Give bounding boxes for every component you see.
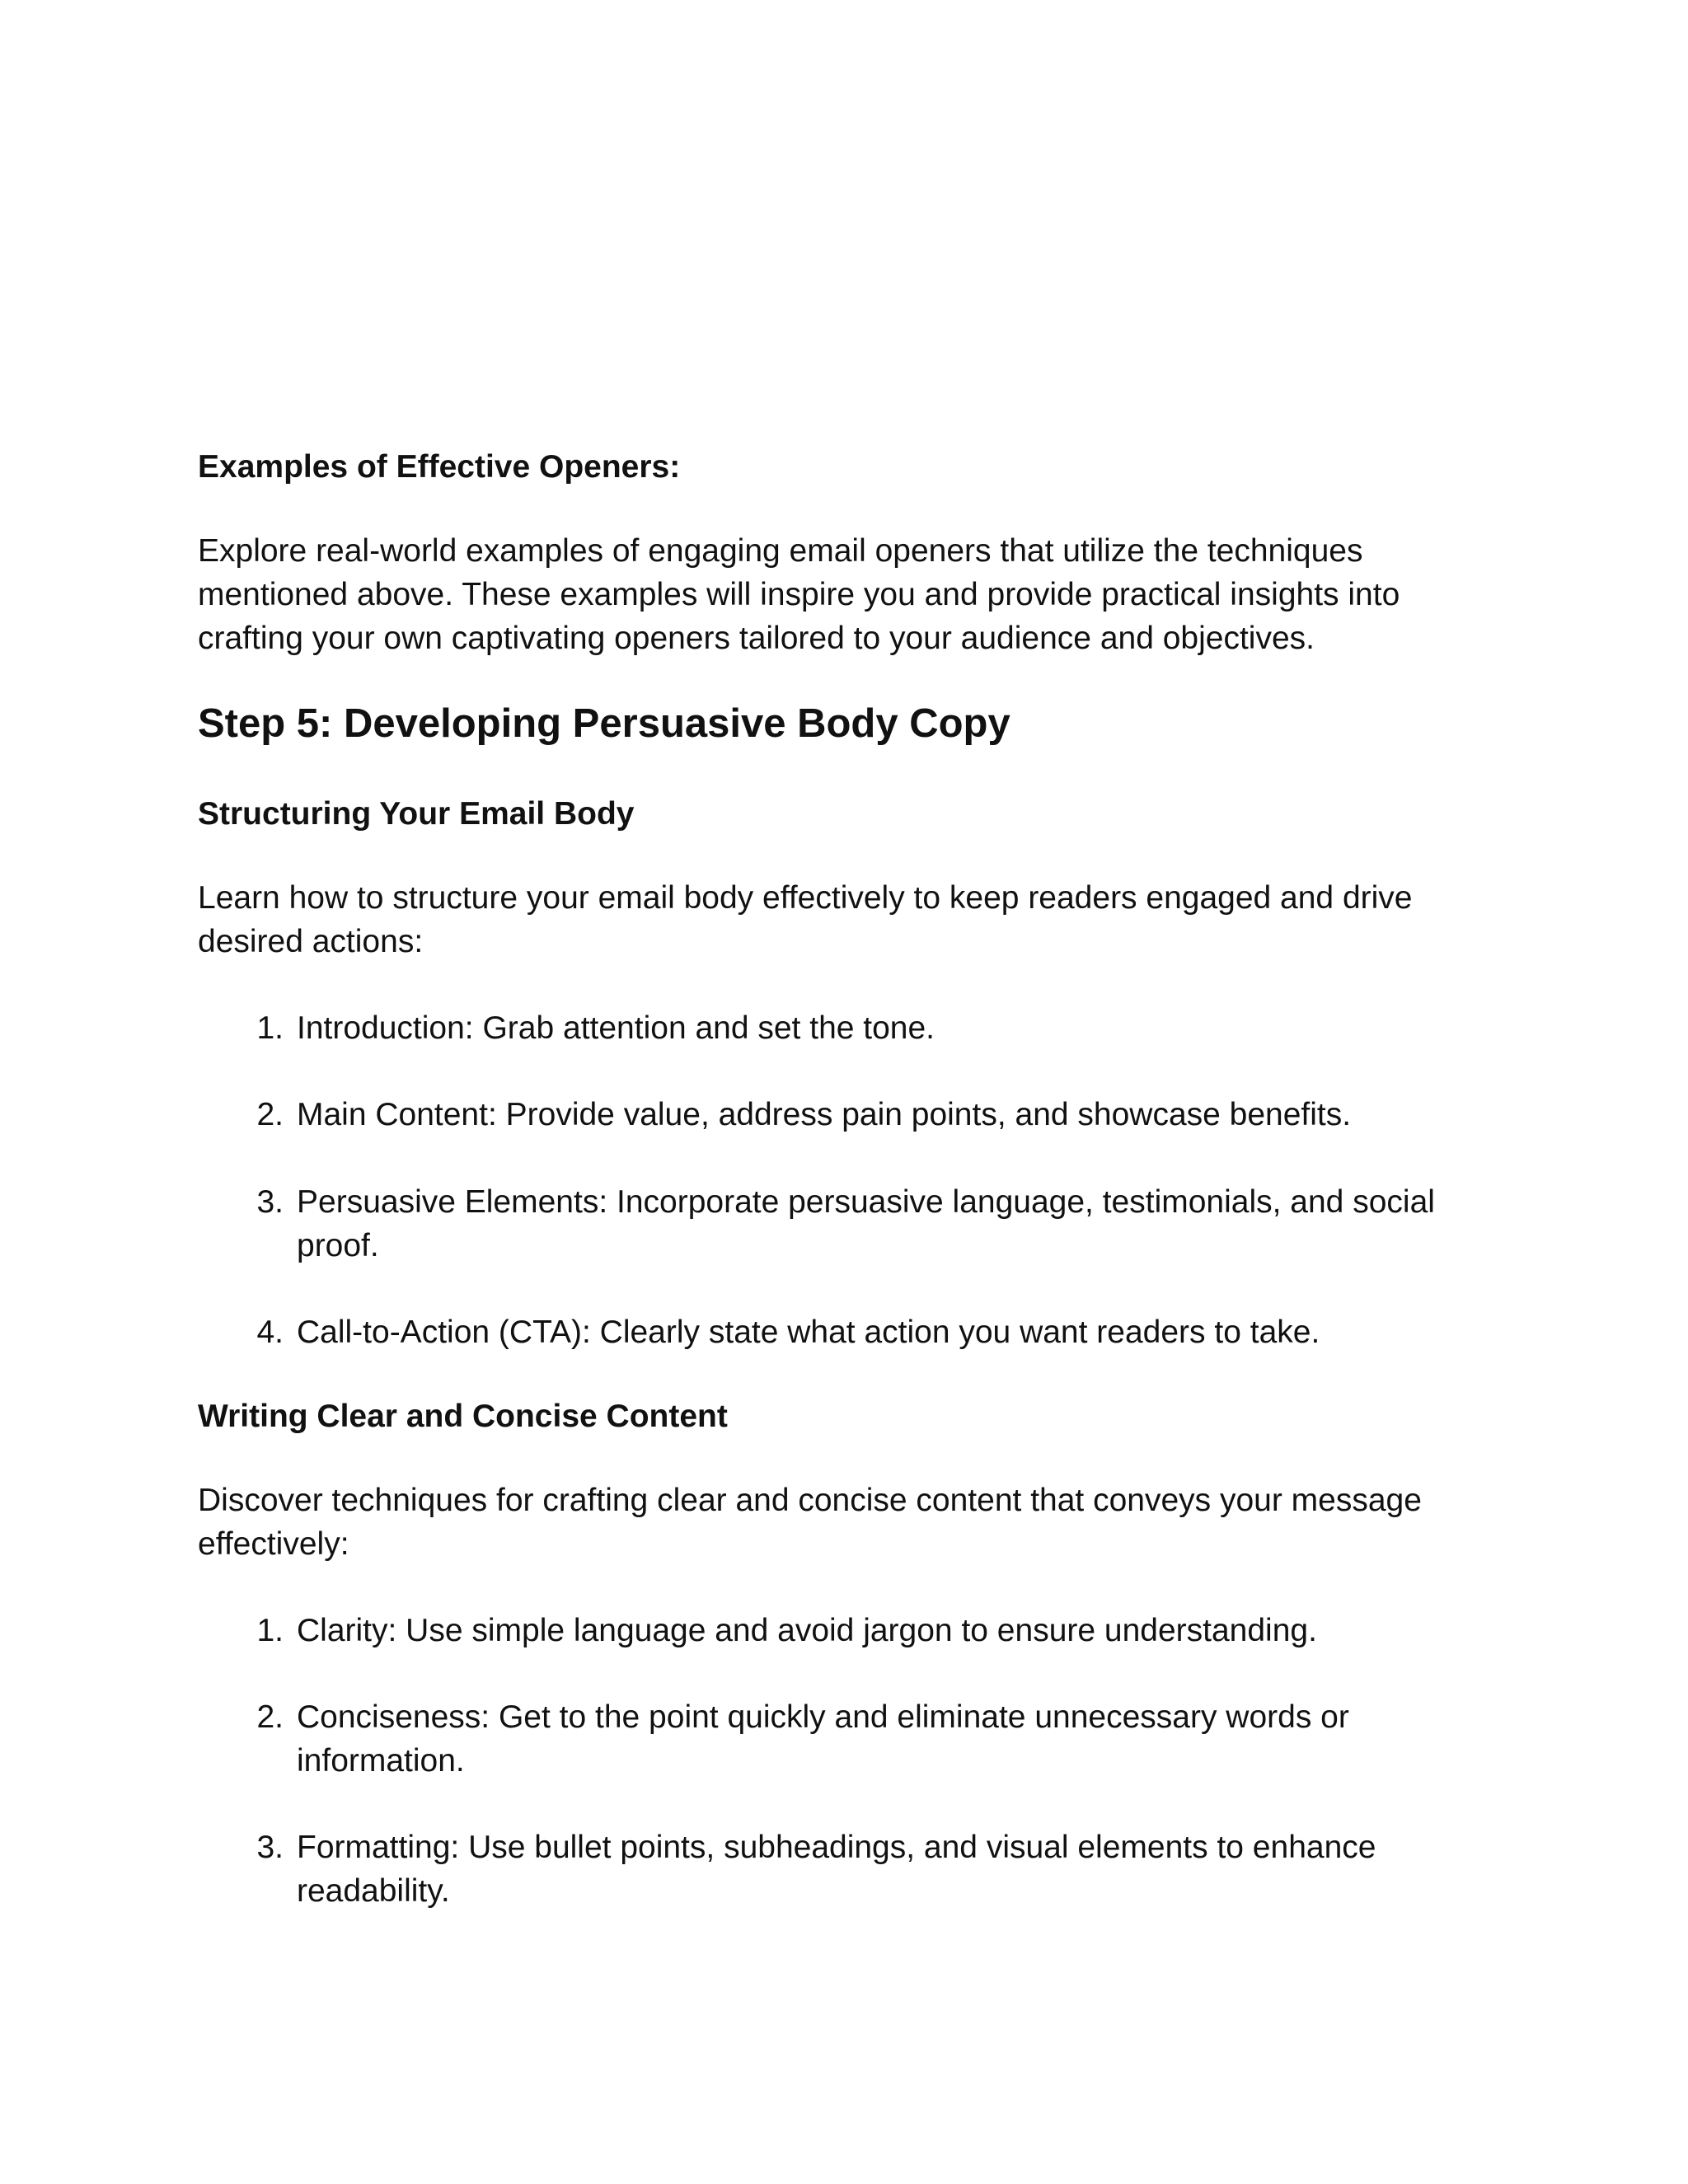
structuring-list-item-1 (198, 1006, 1500, 1050)
list-item-text: Formatting: Use bullet points, subheadings, and visual elements to enhance readability. (297, 1830, 1376, 1909)
writing-list-item-3 (198, 1825, 1500, 1913)
list-number: 2. (256, 1699, 284, 1735)
list-item-text: Call-to-Action (CTA): Clearly state what action you want readers to take. (297, 1315, 1320, 1350)
list-number: 4. (256, 1315, 284, 1350)
list-number: 3. (256, 1184, 284, 1220)
list-number: 1. (256, 1613, 284, 1648)
structuring-intro: Learn how to structure your email body effectively to keep readers engaged and drive desired actions: (198, 880, 1413, 959)
writing-heading: Writing Clear and Concise Content (198, 1399, 728, 1434)
list-item-text: Main Content: Provide value, address pain points, and showcase benefits. (297, 1097, 1352, 1132)
list-item-text: Conciseness: Get to the point quickly and eliminate unnecessary words or information. (297, 1699, 1349, 1779)
openers-paragraph: Explore real-world examples of engaging email openers that utilize the techniques mentioned above. These examples will inspire you and provide practical insights into crafting your own captivating openers tailored to your audience and objectives. (198, 533, 1400, 656)
list-item-text: Introduction: Grab attention and set the tone. (297, 1010, 935, 1046)
list-number: 1. (256, 1010, 284, 1046)
list-item-text: Clarity: Use simple language and avoid jargon to ensure understanding. (297, 1613, 1317, 1648)
step5-heading: Step 5: Developing Persuasive Body Copy (198, 701, 1010, 746)
structuring-list-item-4 (198, 1310, 1500, 1354)
structuring-list-item-3 (198, 1180, 1500, 1268)
structuring-heading: Structuring Your Email Body (198, 796, 635, 832)
writing-list-item-1 (198, 1609, 1500, 1652)
writing-list-item-2 (198, 1695, 1500, 1783)
list-number: 3. (256, 1830, 284, 1865)
list-item-text: Persuasive Elements: Incorporate persuasive language, testimonials, and social proof. (297, 1184, 1435, 1263)
writing-intro: Discover techniques for crafting clear and concise content that conveys your message effectively: (198, 1483, 1422, 1562)
structuring-list-item-2 (198, 1093, 1500, 1137)
openers-heading: Examples of Effective Openers: (198, 449, 681, 485)
list-number: 2. (256, 1097, 284, 1132)
